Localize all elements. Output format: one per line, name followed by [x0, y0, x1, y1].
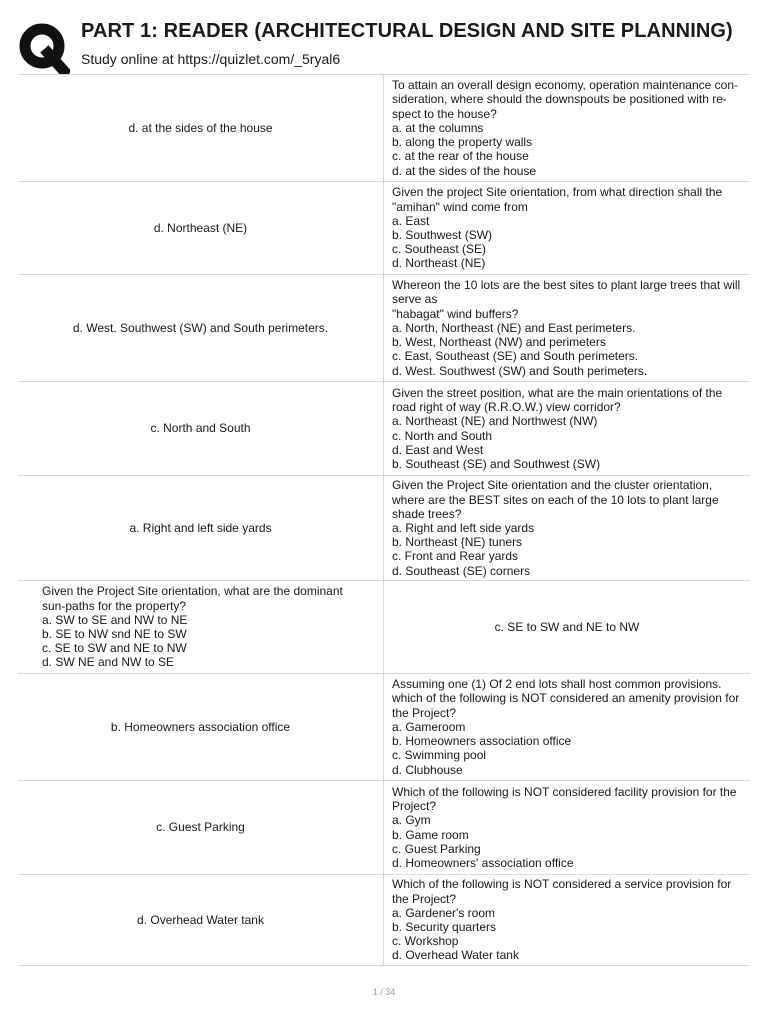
flashcard-list	[18, 74, 750, 966]
flashcard-text: To attain an overall design economy, operation maintenance con- sideration, where should the downspouts be positioned with re- spect to the house? a. at the columns b. along the property walls c. at the rear of the house d. at the sides of the house	[392, 78, 738, 178]
study-online-link[interactable]: Study online at https://quizlet.com/_5ryal6	[81, 51, 341, 67]
page-number: 1 / 34	[372, 987, 396, 997]
flashcard-text: Given the street position, what are the main orientations of the road right of way (R.R.O.W.) view corridor? a. Northeast (NE) and Northwest (NW) c. North and South d. East and West b. Southeast (SE) and Southwest (SW)	[392, 385, 723, 471]
flashcard-text: Given the Project Site orientation, what are the dominant sun-paths for the property? a. SW to SE and NW to NE b. SE to NW snd NE to SW c. SE to SW and NE to NW d. SW NE and NW to SE	[42, 584, 343, 670]
flashcard-answer	[18, 275, 384, 381]
flashcard-text: b. Homeowners association office	[110, 719, 291, 734]
flashcard-text: c. Guest Parking	[156, 820, 245, 835]
flashcard-text: Whereon the 10 lots are the best sites to plant large trees that will serve as "habagat" wind buffers? a. North, Northeast (NE) and East perimeters. b. West, Northeast (NW) and perimeters c. East, Southeast (SE) and South perimeters. d. West. Southwest (SW) and South perimeters.	[392, 278, 741, 378]
flashcard-text: d. at the sides of the house	[128, 120, 273, 135]
flashcard-row	[18, 674, 750, 781]
flashcard-question	[384, 875, 750, 965]
page-header	[0, 0, 768, 76]
flashcard-answer	[18, 382, 384, 475]
flashcard-answer	[18, 875, 384, 965]
flashcard-row	[18, 382, 750, 476]
quizlet-q-logo	[18, 22, 70, 74]
flashcard-answer	[384, 581, 750, 673]
flashcard-question	[18, 581, 384, 673]
flashcard-answer	[18, 75, 384, 181]
flashcard-row	[18, 182, 750, 275]
flashcard-row	[18, 781, 750, 875]
flashcard-row	[18, 875, 750, 966]
flashcard-text: Which of the following is NOT considered facility provision for the Project? a. Gym b. Game room c. Guest Parking d. Homeowners' association office	[392, 784, 737, 870]
flashcard-question	[384, 75, 750, 181]
flashcard-text: Given the project Site orientation, from what direction shall the "amihan" wind come from a. East b. Southwest (SW) c. Southeast (SE) d. Northeast (NE)	[392, 185, 723, 271]
flashcard-answer	[18, 476, 384, 580]
flashcard-text: c. SE to SW and NE to NW	[494, 619, 640, 634]
flashcard-question	[384, 781, 750, 874]
flashcard-text: Which of the following is NOT considered a service provision for the Project? a. Gardener's room b. Security quarters c. Workshop d. Overhead Water tank	[392, 877, 732, 963]
flashcard-answer	[18, 781, 384, 874]
flashcard-answer	[18, 182, 384, 274]
flashcard-row	[18, 476, 750, 581]
flashcard-question	[384, 182, 750, 274]
flashcard-text: d. Overhead Water tank	[137, 912, 264, 927]
flashcard-answer	[18, 674, 384, 780]
page-title: PART 1: READER (ARCHITECTURAL DESIGN AND SITE PLANNING)	[81, 20, 733, 42]
flashcard-row	[18, 275, 750, 382]
flashcard-text: Given the Project Site orientation and the cluster orientation, where are the BEST sites on each of the 10 lots to plant large shade trees? a. Right and left side yards b. Northeast {NE) tuners c. Front and Rear yards d. Southeast (SE) corners	[392, 478, 719, 578]
flashcard-row	[18, 74, 750, 182]
flashcard-text: d. West. Southwest (SW) and South perimeters.	[72, 320, 329, 335]
flashcard-question	[384, 275, 750, 381]
flashcard-row	[18, 581, 750, 674]
flashcard-text: c. North and South	[150, 421, 251, 436]
flashcard-question	[384, 382, 750, 475]
flashcard-question	[384, 674, 750, 780]
flashcard-question	[384, 476, 750, 580]
flashcard-text: d. Northeast (NE)	[153, 220, 248, 235]
flashcard-text: Assuming one (1) Of 2 end lots shall host common provisions. which of the following is NOT considered an amenity provision for the Project? a. Gameroom b. Homeowners association office c. Swimming pool d. Clubhouse	[392, 677, 740, 777]
flashcard-text: a. Right and left side yards	[129, 520, 272, 535]
